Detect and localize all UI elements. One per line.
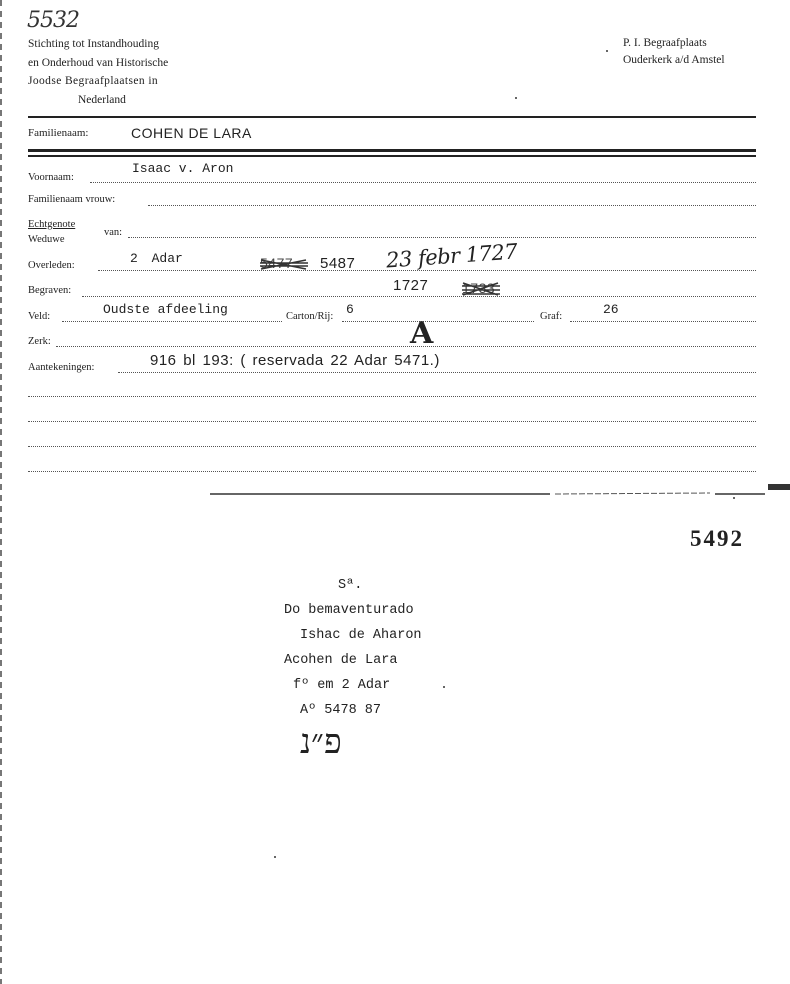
weduwe-label: Weduwe xyxy=(28,234,65,245)
cemetery-location: Ouderkerk a/d Amstel xyxy=(623,54,725,66)
paper-speck xyxy=(443,686,445,688)
strike-mark xyxy=(460,281,502,297)
inscription-line: Do bemaventurado xyxy=(284,603,414,618)
notes-line xyxy=(28,471,756,472)
notes-line xyxy=(28,421,756,422)
paper-speck xyxy=(515,97,517,99)
graf-label: Graf: xyxy=(540,311,563,322)
organization-line: Joodse Begraafplaatsen in xyxy=(28,75,159,87)
aantekeningen-label: Aantekeningen: xyxy=(28,362,95,373)
zerk-label: Zerk: xyxy=(28,336,51,347)
voornaam-label: Voornaam: xyxy=(28,172,74,183)
veld-value: Oudste afdeeling xyxy=(103,302,228,317)
carton-value: 6 xyxy=(346,302,354,317)
voornaam-value: Isaac v. Aron xyxy=(132,161,234,176)
top-rule xyxy=(28,116,756,118)
graf-value: 26 xyxy=(603,302,619,317)
echtgenote-van-label: van: xyxy=(104,227,123,238)
begraven-year: 1727 xyxy=(393,277,429,294)
paper-speck xyxy=(733,497,735,499)
right-edge-bar xyxy=(768,484,790,490)
card-left-edge xyxy=(0,0,2,984)
stamp-number: 5492 xyxy=(690,526,744,551)
paper-speck xyxy=(274,856,276,858)
echtgenote-label: Echtgenote xyxy=(28,219,76,230)
overleden-handwritten: 23 febr 1727 xyxy=(385,239,518,273)
inscription-line: Acohen de Lara xyxy=(284,653,398,668)
aantekeningen-value: 916 bl 193: ( reservada 22 Adar 5471.) xyxy=(150,352,440,369)
cemetery-block xyxy=(623,35,725,69)
organization-line: Nederland xyxy=(78,93,126,106)
paper-speck xyxy=(606,50,608,52)
zerk-line xyxy=(56,346,756,347)
begraven-label: Begraven: xyxy=(28,285,72,296)
begraven-crossed-year xyxy=(462,280,495,296)
inscription-line: Ishac de Aharon xyxy=(300,628,422,643)
crossed-year-text: 5477 xyxy=(260,255,294,271)
carton-line xyxy=(342,321,534,322)
strike-mark xyxy=(258,257,310,271)
voornaam-line xyxy=(90,182,756,183)
crossed-year-text: 1733 xyxy=(462,280,496,296)
echtgenote-line xyxy=(128,237,756,238)
overleden-year: 5487 xyxy=(320,255,356,272)
organization-line: en Onderhoud van Historische xyxy=(28,56,169,69)
begraven-line xyxy=(82,296,756,297)
hebrew-inscription: פ״נ xyxy=(300,722,342,762)
double-rule-top xyxy=(28,149,756,152)
double-rule-bottom xyxy=(28,155,756,157)
cemetery-name: P. I. Begraafplaats xyxy=(623,37,707,49)
familienaam-vrouw-label: Familienaam vrouw: xyxy=(28,194,116,205)
overleden-date: 2 Adar xyxy=(130,251,183,266)
familienaam-value: COHEN DE LARA xyxy=(131,125,252,141)
veld-label: Veld: xyxy=(28,311,51,322)
overleden-crossed-year xyxy=(260,255,293,271)
notes-line xyxy=(28,396,756,397)
zerk-value: A xyxy=(410,316,434,351)
carton-label: Carton/Rij: xyxy=(286,311,334,322)
separator-line xyxy=(210,488,770,500)
inscription-line: Sª. xyxy=(338,578,363,593)
familienaam-label: Familienaam: xyxy=(28,127,89,139)
veld-line xyxy=(62,321,282,322)
organization-line: Stichting tot Instandhouding xyxy=(28,38,159,50)
overleden-label: Overleden: xyxy=(28,260,75,271)
inscription-line: fº em 2 Adar xyxy=(293,678,391,693)
organization-block xyxy=(28,35,168,109)
familienaam-vrouw-line xyxy=(148,205,756,206)
overleden-line xyxy=(98,270,756,271)
notes-line xyxy=(28,446,756,447)
graf-line xyxy=(570,321,756,322)
handwritten-card-number: 5532 xyxy=(27,8,79,33)
inscription-line: Aº 5478 87 xyxy=(300,703,382,718)
aantekeningen-line xyxy=(118,372,756,373)
